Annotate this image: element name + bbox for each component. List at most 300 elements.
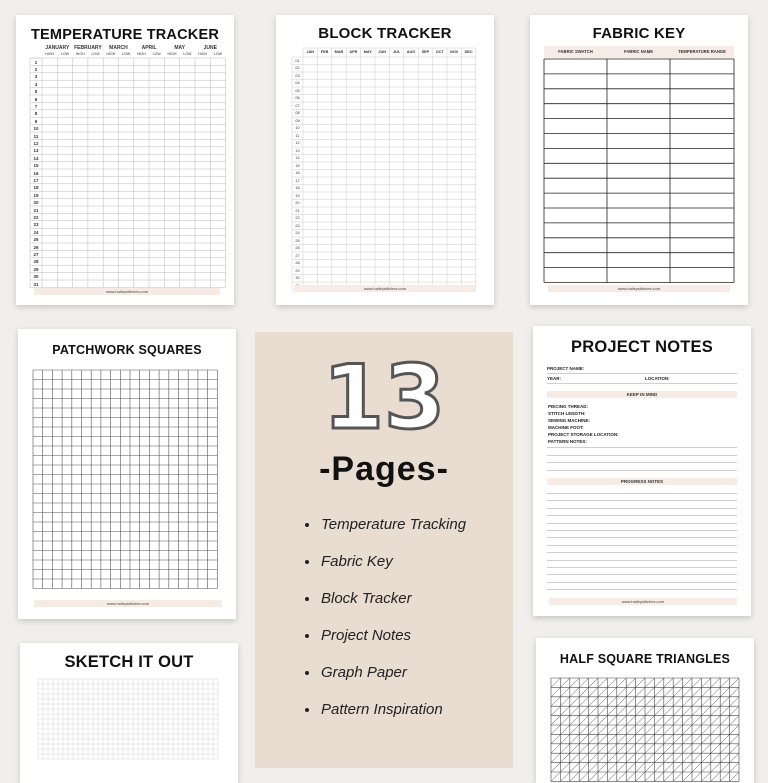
grid-line xyxy=(579,772,588,781)
month-label: JUNE xyxy=(203,45,217,51)
grid-line xyxy=(645,706,654,715)
grid-line xyxy=(673,687,682,696)
day-label: 9 xyxy=(34,118,38,124)
day-label: 16 xyxy=(295,171,300,175)
grid-line xyxy=(701,716,710,725)
grid-line xyxy=(645,687,654,696)
grid-line xyxy=(711,763,720,772)
note-line xyxy=(547,462,737,463)
day-label: 16 xyxy=(33,170,39,176)
grid-line xyxy=(570,678,579,687)
grid-line xyxy=(626,697,635,706)
grid-line xyxy=(711,753,720,762)
day-label: 12 xyxy=(33,140,39,146)
grid-line xyxy=(579,697,588,706)
grid-line xyxy=(617,687,626,696)
grid-line xyxy=(673,725,682,734)
grid-line xyxy=(598,687,607,696)
day-label: 05 xyxy=(295,88,300,93)
grid-line xyxy=(551,725,560,734)
day-label: 2 xyxy=(34,66,38,72)
day-label: 25 xyxy=(33,237,39,243)
grid-line xyxy=(683,734,692,743)
grid-line xyxy=(560,772,569,781)
grid-line xyxy=(730,734,739,743)
grid-line xyxy=(570,753,579,762)
note-line xyxy=(547,530,737,531)
grid-line xyxy=(664,744,673,753)
storage-location-label: PROJECT STORAGE LOCATION: xyxy=(548,432,619,437)
grid-line xyxy=(579,716,588,725)
feature-list xyxy=(305,516,466,738)
month-label: FEB xyxy=(320,50,329,54)
grid-line xyxy=(683,753,692,762)
grid-line xyxy=(617,744,626,753)
feature-item: Pattern Inspiration xyxy=(305,701,466,738)
grid-line xyxy=(683,687,692,696)
day-label: 24 xyxy=(295,231,300,235)
grid-line xyxy=(579,744,588,753)
grid-line xyxy=(626,725,635,734)
month-label: DEC xyxy=(464,50,473,54)
temperature-tracker-footer: www.haileystitches.com xyxy=(34,288,220,295)
grid-line xyxy=(692,763,701,772)
month-label: JUN xyxy=(378,50,386,54)
grid-line xyxy=(692,772,701,781)
day-label: 14 xyxy=(295,156,300,160)
grid-line xyxy=(607,753,616,762)
stitch-length-label: STITCH LENGTH: xyxy=(548,411,586,416)
month-label: JANUARY xyxy=(45,45,70,51)
grid-line xyxy=(551,678,560,687)
grid-line xyxy=(683,763,692,772)
grid-line xyxy=(645,744,654,753)
grid-line xyxy=(570,706,579,715)
grid-line xyxy=(683,697,692,706)
day-label: 27 xyxy=(295,253,300,258)
patchwork-squares-title: PATCHWORK SQUARES xyxy=(52,343,202,357)
grid-line xyxy=(654,716,663,725)
month-label: MAY xyxy=(363,50,372,54)
grid-line xyxy=(711,734,720,743)
temperature-tracker-grid xyxy=(16,15,234,305)
day-label: 22 xyxy=(33,214,39,220)
grid-line xyxy=(598,716,607,725)
temperature-tracker-title: TEMPERATURE TRACKER xyxy=(30,27,219,43)
grid-line xyxy=(673,763,682,772)
grid-line xyxy=(560,687,569,696)
grid-line xyxy=(645,697,654,706)
grid-line xyxy=(692,716,701,725)
grid-line xyxy=(636,725,645,734)
grid-line xyxy=(589,734,598,743)
grid-line xyxy=(636,744,645,753)
grid-line xyxy=(617,734,626,743)
day-label: 20 xyxy=(33,200,39,206)
page-count: 13 xyxy=(322,346,446,449)
high-low-label: HIGH xyxy=(75,52,85,56)
grid-line xyxy=(645,734,654,743)
fabric-key-col-swatch: FABRIC SWATCH xyxy=(558,49,593,54)
grid-line xyxy=(701,706,710,715)
grid-line xyxy=(692,725,701,734)
day-label: 28 xyxy=(33,259,39,265)
grid-line xyxy=(551,763,560,772)
month-label: MAR xyxy=(334,50,344,54)
high-low-label: HIGH xyxy=(198,52,208,56)
day-label: 17 xyxy=(295,178,300,183)
grid-line xyxy=(664,697,673,706)
grid-line xyxy=(692,734,701,743)
month-label: SEP xyxy=(421,50,430,54)
day-label: 30 xyxy=(33,274,39,280)
grid-line xyxy=(683,744,692,753)
grid-line xyxy=(720,697,729,706)
sketch-it-out-page xyxy=(20,643,238,783)
grid-line xyxy=(692,706,701,715)
grid-line xyxy=(664,763,673,772)
grid-line xyxy=(579,706,588,715)
note-line xyxy=(547,537,737,538)
grid-line xyxy=(617,725,626,734)
grid-line xyxy=(654,678,663,687)
patchwork-squares-footer: www.haileystitches.com xyxy=(34,600,222,607)
grid-line xyxy=(626,734,635,743)
grid-line xyxy=(701,763,710,772)
project-name-label: PROJECT NAME: xyxy=(547,366,585,371)
grid-line xyxy=(664,734,673,743)
grid-line xyxy=(589,687,598,696)
machine-foot-label: MACHINE FOOT: xyxy=(548,425,584,430)
grid-line xyxy=(598,772,607,781)
half-square-triangles-title: HALF SQUARE TRIANGLES xyxy=(559,652,731,666)
grid-line xyxy=(589,706,598,715)
grid-line xyxy=(654,772,663,781)
grid-line xyxy=(636,772,645,781)
high-low-label: LOW xyxy=(122,52,131,56)
grid-line xyxy=(673,716,682,725)
month-label: JUL xyxy=(392,50,401,54)
sewing-machine-label: SEWING MACHINE: xyxy=(548,418,590,423)
project-name-line xyxy=(547,373,737,374)
month-label: APRIL xyxy=(141,45,157,51)
grid-line xyxy=(654,706,663,715)
note-line xyxy=(547,523,737,524)
grid-line xyxy=(617,716,626,725)
note-line xyxy=(547,515,737,516)
month-label: AUG xyxy=(406,50,416,54)
grid-line xyxy=(617,697,626,706)
day-label: 3 xyxy=(34,74,38,80)
grid-line xyxy=(636,678,645,687)
day-label: 8 xyxy=(34,111,38,117)
grid-line xyxy=(654,734,663,743)
day-label: 07 xyxy=(295,103,300,108)
grid-line xyxy=(701,744,710,753)
note-line xyxy=(547,567,737,568)
grid-line xyxy=(607,706,616,715)
grid-line xyxy=(560,725,569,734)
grid-line xyxy=(607,734,616,743)
fabric-key-col-name: FABRIC NAME xyxy=(623,49,654,54)
grid-line xyxy=(645,678,654,687)
promo-panel xyxy=(255,332,513,768)
note-line xyxy=(547,493,737,494)
grid-line xyxy=(673,697,682,706)
note-line xyxy=(547,470,737,471)
progress-notes-band: PROGRESS NOTES xyxy=(547,478,737,485)
day-label: 14 xyxy=(33,155,39,161)
day-label: 4 xyxy=(34,81,38,87)
grid-line xyxy=(636,763,645,772)
grid-line xyxy=(701,725,710,734)
grid-line xyxy=(636,716,645,725)
day-label: 01 xyxy=(295,58,300,63)
grid-line xyxy=(701,687,710,696)
grid-line xyxy=(560,734,569,743)
grid-line xyxy=(664,725,673,734)
grid-line xyxy=(673,753,682,762)
grid-line xyxy=(589,763,598,772)
pattern-notes-label: PATTERN NOTES: xyxy=(548,439,587,444)
note-line xyxy=(547,582,737,583)
grid-line xyxy=(617,772,626,781)
day-label: 28 xyxy=(295,261,300,265)
grid-line xyxy=(636,753,645,762)
grid-line xyxy=(626,744,635,753)
grid-line xyxy=(589,716,598,725)
grid-line xyxy=(683,725,692,734)
day-label: 22 xyxy=(295,216,300,220)
grid-line xyxy=(626,772,635,781)
location-label: LOCATION: xyxy=(645,376,670,381)
grid-line xyxy=(551,697,560,706)
grid-line xyxy=(654,725,663,734)
day-label: 25 xyxy=(295,238,300,243)
day-label: 11 xyxy=(33,133,39,139)
high-low-label: LOW xyxy=(91,52,100,56)
note-line xyxy=(547,574,737,575)
feature-item: Fabric Key xyxy=(305,553,466,590)
grid-line xyxy=(617,706,626,715)
grid-line xyxy=(673,772,682,781)
grid-line xyxy=(730,687,739,696)
grid-line xyxy=(626,687,635,696)
grid-line xyxy=(579,753,588,762)
grid-line xyxy=(598,678,607,687)
grid-line xyxy=(720,744,729,753)
grid-line xyxy=(551,753,560,762)
day-label: 23 xyxy=(33,222,39,228)
grid-line xyxy=(730,725,739,734)
grid-line xyxy=(673,744,682,753)
grid-line xyxy=(589,753,598,762)
grid-line xyxy=(551,744,560,753)
day-label: 15 xyxy=(33,163,39,169)
day-label: 13 xyxy=(33,148,39,154)
year-label: YEAR: xyxy=(547,376,562,381)
month-label: MARCH xyxy=(109,45,128,51)
note-line xyxy=(547,447,737,448)
note-line xyxy=(547,455,737,456)
grid-line xyxy=(551,734,560,743)
grid-line xyxy=(607,725,616,734)
grid-line xyxy=(560,744,569,753)
high-low-label: HIGH xyxy=(136,52,146,56)
fabric-key-footer: www.haileystitches.com xyxy=(548,285,730,292)
day-label: 27 xyxy=(33,251,39,257)
grid-line xyxy=(701,734,710,743)
high-low-label: LOW xyxy=(60,52,70,56)
grid-line xyxy=(570,725,579,734)
day-label: 09 xyxy=(295,118,300,123)
sketch-it-out-grid xyxy=(20,643,238,783)
day-label: 17 xyxy=(33,177,39,183)
day-label: 29 xyxy=(33,266,39,272)
grid-line xyxy=(598,763,607,772)
half-square-triangles-grid xyxy=(536,638,754,783)
grid-line xyxy=(636,706,645,715)
grid-line xyxy=(570,763,579,772)
grid-line xyxy=(730,772,739,781)
grid-line xyxy=(730,763,739,772)
grid-line xyxy=(720,772,729,781)
grid-line xyxy=(645,725,654,734)
grid-line xyxy=(607,678,616,687)
block-tracker-title: BLOCK TRACKER xyxy=(318,25,452,42)
temperature-tracker-page xyxy=(16,15,234,305)
grid-line xyxy=(570,687,579,696)
grid-line xyxy=(589,697,598,706)
grid-line xyxy=(701,772,710,781)
block-tracker-grid xyxy=(276,15,494,305)
grid-line xyxy=(664,772,673,781)
grid-line xyxy=(720,725,729,734)
grid-line xyxy=(711,697,720,706)
grid-line xyxy=(636,734,645,743)
grid-line xyxy=(589,678,598,687)
grid-line xyxy=(720,734,729,743)
grid-line xyxy=(692,753,701,762)
grid-line xyxy=(711,706,720,715)
day-label: 13 xyxy=(295,148,300,153)
grid-line xyxy=(645,763,654,772)
grid-line xyxy=(730,753,739,762)
grid-line xyxy=(730,744,739,753)
high-low-label: LOW xyxy=(183,52,192,56)
grid-line xyxy=(673,678,682,687)
grid-line xyxy=(730,716,739,725)
grid-line xyxy=(636,687,645,696)
grid-line xyxy=(570,716,579,725)
feature-item: Graph Paper xyxy=(305,664,466,701)
note-line xyxy=(547,589,737,590)
note-line xyxy=(547,560,737,561)
grid-line xyxy=(692,697,701,706)
day-label: 23 xyxy=(295,223,300,228)
grid-line xyxy=(711,678,720,687)
project-notes-page xyxy=(533,326,751,616)
day-label: 10 xyxy=(295,126,300,130)
grid-line xyxy=(607,697,616,706)
grid-line xyxy=(720,753,729,762)
grid-line xyxy=(730,706,739,715)
grid-line xyxy=(683,772,692,781)
grid-line xyxy=(560,753,569,762)
grid-line xyxy=(570,734,579,743)
day-label: 31 xyxy=(33,281,39,287)
grid-line xyxy=(711,725,720,734)
day-label: 02 xyxy=(295,66,300,70)
grid-line xyxy=(711,744,720,753)
grid-line xyxy=(607,744,616,753)
fabric-key-page xyxy=(530,15,748,305)
grid-line xyxy=(720,687,729,696)
month-label: JAN xyxy=(306,50,314,54)
day-label: 18 xyxy=(33,185,39,191)
day-label: 12 xyxy=(295,141,300,145)
day-label: 15 xyxy=(295,163,300,168)
day-label: 04 xyxy=(295,81,300,85)
grid-line xyxy=(664,716,673,725)
grid-line xyxy=(683,678,692,687)
grid-line xyxy=(654,744,663,753)
grid-line xyxy=(664,687,673,696)
grid-line xyxy=(626,716,635,725)
day-label: 19 xyxy=(33,192,39,198)
day-label: 19 xyxy=(295,193,300,198)
day-label: 26 xyxy=(295,246,300,250)
grid-line xyxy=(579,734,588,743)
grid-line xyxy=(579,687,588,696)
grid-line xyxy=(617,678,626,687)
day-label: 18 xyxy=(295,186,300,190)
day-label: 6 xyxy=(34,96,38,102)
grid-line xyxy=(701,678,710,687)
grid-line xyxy=(636,697,645,706)
grid-line xyxy=(560,678,569,687)
feature-item: Block Tracker xyxy=(305,590,466,627)
day-label: 1 xyxy=(34,59,38,65)
day-label: 03 xyxy=(295,73,300,78)
grid-line xyxy=(626,706,635,715)
grid-line xyxy=(617,753,626,762)
patchwork-squares-grid xyxy=(18,329,236,619)
keep-in-mind-band: KEEP IN MIND xyxy=(547,391,737,398)
grid-line xyxy=(701,697,710,706)
month-label: APR xyxy=(349,50,358,54)
grid-line xyxy=(560,706,569,715)
day-label: 5 xyxy=(34,89,38,95)
grid-line xyxy=(720,678,729,687)
grid-line xyxy=(654,687,663,696)
grid-line xyxy=(654,763,663,772)
day-label: 21 xyxy=(33,207,39,213)
high-low-label: LOW xyxy=(213,52,223,56)
grid-line xyxy=(711,687,720,696)
year-location-line xyxy=(547,383,737,384)
patchwork-squares-page xyxy=(18,329,236,619)
month-label: NOV xyxy=(450,50,459,54)
grid-line xyxy=(589,744,598,753)
grid-line xyxy=(570,697,579,706)
day-label: 11 xyxy=(295,133,300,138)
grid-line xyxy=(551,687,560,696)
month-label: FEBRUARY xyxy=(74,45,102,51)
grid-line xyxy=(730,697,739,706)
grid-line xyxy=(701,753,710,762)
pages-label: -Pages- xyxy=(319,450,449,488)
